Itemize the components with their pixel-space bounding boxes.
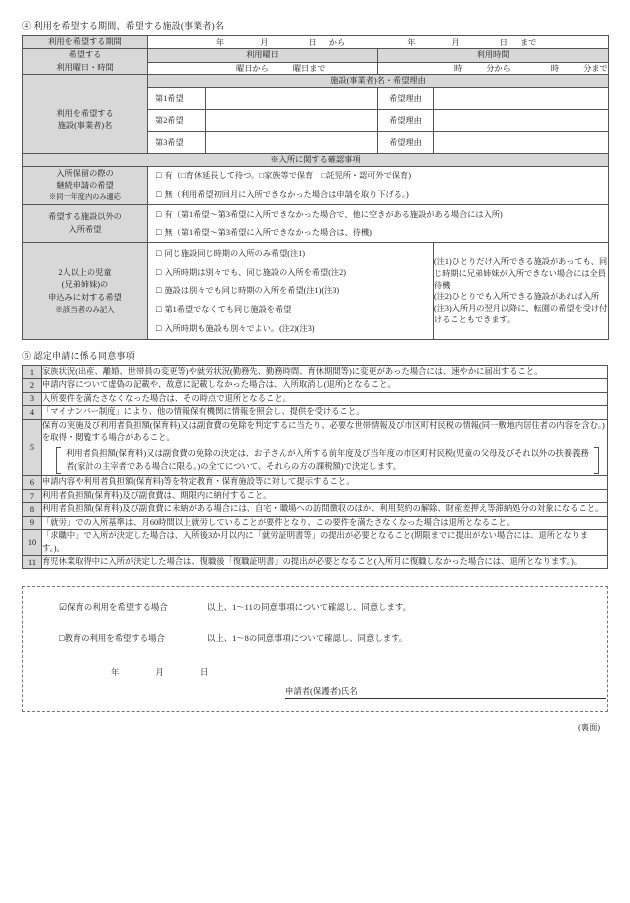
facility-label-line1: 利用を希望する: [56, 108, 114, 118]
agreement-text-7: 利用者負担額(保育料)及び副食費は、期限内に納付すること。: [42, 489, 608, 502]
table-row: [23, 379, 608, 392]
signature-name-label: 申請者(保護者)氏名: [285, 685, 358, 699]
section-4: [0, 0, 630, 340]
table-row: [23, 503, 608, 516]
period-label: 利用を希望する期間: [23, 36, 148, 49]
signature-area: [23, 666, 607, 699]
facility-choice-3: 第3希望: [148, 131, 206, 153]
section-4-heading: ④ 利用を希望する期間、希望する施設(事業者)名: [22, 21, 225, 31]
signature-date-line[interactable]: [111, 666, 607, 678]
siblings-label-line3: 申込みに対する希望: [48, 292, 122, 302]
siblings-options-cell: [148, 243, 434, 339]
siblings-option-2[interactable]: [148, 263, 433, 282]
siblings-label: [23, 243, 148, 339]
siblings-option-4-label: 第1希望でなくても同じ施設を希望: [164, 305, 292, 315]
confirm-banner-row: [23, 153, 609, 166]
facility-label-line2: 施設(事業者)名: [57, 121, 113, 131]
agreement-no-11: 11: [23, 555, 42, 568]
section-5-heading: ⑤ 認定申請に係る同意事項: [22, 350, 135, 361]
section-4-table: [22, 35, 609, 340]
agreement-no-2: 2: [23, 379, 42, 392]
facility-label-top: [23, 74, 148, 87]
agreement-no-10: 10: [23, 530, 42, 556]
other-option-2-label: 無（第1希望〜第3希望に入所できなかった場合は、待機): [164, 228, 372, 238]
period-from-day: 日: [308, 37, 317, 47]
agreement-text-4: 「マイナンバー制度」により、他の情報保有機関に情報を照会し、提供を受けること。: [42, 406, 608, 419]
hold-label-line1: 入所保留の際の: [56, 168, 114, 178]
agreement-no-1: 1: [23, 365, 42, 378]
agreement-text-6: 申請内容や利用者負担額(保育料)等を特定教育・保育施設等に対して提示すること。: [42, 476, 608, 489]
period-from-year: 年: [216, 37, 225, 47]
hold-label-line2: 継続申請の希望: [56, 180, 114, 190]
day-value-cell[interactable]: [148, 62, 378, 74]
other-label-line1: 希望する施設以外の: [48, 212, 122, 222]
consent-row-childcare[interactable]: [23, 601, 607, 613]
facility-name-input-3[interactable]: [206, 131, 378, 153]
table-row: [23, 419, 608, 476]
facility-header-row: [23, 74, 609, 87]
consent-label-education: 教育の利用を希望する場合: [64, 634, 165, 644]
period-from-month: 月: [260, 37, 269, 47]
daytime-label-line2: 利用曜日・時間: [56, 62, 114, 72]
period-to-year: 年: [407, 37, 416, 47]
agreement-no-9: 9: [23, 516, 42, 529]
agreement-text-8: 利用者負担額(保育料)及び副食費に未納がある場合には、自宅・職場への訪問徴収のほか、利用契約の解除、財産差押え等滞納処分の対象になること。: [42, 503, 608, 516]
table-row: [23, 392, 608, 405]
facility-header: 施設(事業者)名・希望理由: [148, 74, 609, 87]
hold-option-1-label: 有（□育休延長して待つ。□家族等で保育 □託児所・認可外で保育): [164, 171, 411, 181]
consent-label-childcare: 保育の利用を希望する場合: [67, 603, 168, 613]
table-row: [23, 516, 608, 529]
checkbox-icon: □: [156, 227, 162, 238]
agreement-table: [22, 365, 608, 570]
consent-box: [22, 586, 608, 712]
table-row: [23, 476, 608, 489]
checkbox-icon[interactable]: □: [59, 633, 65, 644]
day-to: 曜日まで: [292, 63, 326, 73]
other-option-1-label: 有（第1希望〜第3希望に入所できなかった場合で、他に空きがある施設がある場合には入所): [164, 209, 503, 219]
siblings-option-4[interactable]: [148, 300, 433, 319]
agreement-no-6: 6: [23, 476, 42, 489]
time-to-min: 分まで: [583, 63, 608, 73]
siblings-option-1-label: 同じ施設同じ時期の入所のみ希望(注1): [164, 249, 305, 259]
hold-label-line3: ※同一年度内のみ適応: [49, 193, 121, 202]
agreement-no-8: 8: [23, 503, 42, 516]
checkbox-icon: □: [156, 248, 162, 259]
hold-options-cell: [148, 166, 609, 204]
facility-reason-input-1[interactable]: [434, 87, 609, 109]
signature-name-line[interactable]: [285, 685, 607, 699]
table-row: [23, 555, 608, 568]
time-from-hour: 時: [454, 63, 463, 73]
agreement-text-1: 家族状況(出産、離婚、世帯員の変更等)や就労状況(勤務先、勤務時間、育休期間等)に変更があった場合には、速やかに届出すること。: [42, 365, 608, 378]
siblings-option-5[interactable]: [148, 319, 433, 338]
facility-choice-2: 第2希望: [148, 109, 206, 131]
agreement-text-10: 「求職中」で入所が決定した場合は、入所後3か月以内に「就労証明書等」の提出が必要となること(期限までに提出がない場合には、退所となります。)。: [42, 530, 608, 556]
agreement-text-3: 入所要件を満たさなくなった場合は、その時点で退所となること。: [42, 392, 608, 405]
hold-option-2-label: 無（利用希望初回月に入所できなかった場合は申請を取り下げる。): [164, 189, 409, 199]
period-to-suffix: まで: [519, 37, 537, 47]
other-row: [23, 205, 609, 243]
period-from-suffix: から: [328, 37, 346, 47]
signature-year: 年: [111, 668, 120, 678]
facility-reason-input-3[interactable]: [434, 131, 609, 153]
siblings-option-5-label: 入所時期も施設も別々でよい。(注2)(注3): [164, 323, 315, 333]
period-to-month: 月: [451, 37, 460, 47]
checkbox-checked-icon[interactable]: ☑: [59, 602, 68, 613]
checkbox-icon: □: [156, 170, 162, 181]
time-to-hour: 時: [550, 63, 560, 73]
other-label-line2: 入所希望: [68, 224, 102, 234]
siblings-option-2-label: 入所時期は別々でも、同じ施設の入所を希望(注2): [164, 267, 346, 277]
period-to-day: 日: [499, 37, 508, 47]
agreement-no-4: 4: [23, 406, 42, 419]
facility-reason-label-3: 希望理由: [378, 131, 434, 153]
hold-option-2[interactable]: [148, 185, 608, 204]
siblings-label-line1: 2人以上の児童: [58, 268, 112, 278]
daytime-header-row: [23, 49, 609, 62]
table-row: [23, 365, 608, 378]
siblings-option-3[interactable]: [148, 282, 433, 301]
checkbox-icon: □: [156, 188, 162, 199]
siblings-note-1: (注1)ひとりだけ入所できる施設があっても、同じ時期に兄弟姉妹が入所できない場合には全員待機: [434, 257, 608, 290]
siblings-note-3: (注3)入所月の翌月以降に、転園の希望を受け付けることもできます。: [434, 303, 608, 325]
consent-statement-childcare: 以上、1〜11の同意事項について確認し、同意します。: [207, 603, 412, 613]
agreement-text-5-bracket: 利用者負担額(保育料)又は副食費の免除の決定は、お子さんが入所する前年度及び当年度の市区町村民税(児童の父母及びそれ以外の扶養義務者(家計の主宰者である場合に限る。)の全てについて、それらの方の課税額)で決定します。: [56, 447, 599, 474]
facility-reason-label-2: 希望理由: [378, 109, 434, 131]
day-from: 曜日から: [236, 63, 269, 73]
signature-month: 月: [155, 668, 164, 678]
time-header: 利用時間: [378, 49, 609, 62]
checkbox-icon: □: [156, 266, 162, 277]
agreement-no-7: 7: [23, 489, 42, 502]
other-label: [23, 205, 148, 243]
siblings-option-1[interactable]: [148, 244, 433, 263]
table-row: [23, 530, 608, 556]
other-option-1[interactable]: [148, 205, 608, 224]
table-row: [23, 406, 608, 419]
facility-label: [23, 87, 148, 153]
day-header: 利用曜日: [148, 49, 378, 62]
facility-name-input-1[interactable]: [206, 87, 378, 109]
consent-checkbox-education-group[interactable]: [59, 632, 207, 644]
time-value-cell[interactable]: [378, 62, 609, 74]
hold-row: [23, 166, 609, 204]
siblings-notes-cell: [434, 243, 609, 339]
period-row: [23, 36, 609, 49]
siblings-option-3-label: 施設は別々でも同じ時期の入所を希望(注1)(注3): [164, 286, 340, 296]
agreement-text-5: 保育の実施及び利用者負担額(保育料)又は副食費の免除を判定するに当たり、必要な世帯情報及び市区町村民税の情報(同一敷地内居住者の内容を含む。)を取得・閲覧する場合があること。: [42, 420, 605, 443]
checkbox-icon: □: [156, 208, 162, 219]
agreement-no-3: 3: [23, 392, 42, 405]
hold-option-1[interactable]: [148, 167, 608, 186]
period-value-cell[interactable]: [148, 36, 609, 49]
daytime-label-line1: 希望する: [68, 50, 102, 60]
time-from-min: 分から: [486, 63, 511, 73]
section-5: [0, 340, 630, 570]
agreement-no-5: 5: [23, 419, 42, 476]
page-side-note: (裏面): [578, 723, 600, 733]
table-row: [23, 489, 608, 502]
agreement-text-9: 「就労」での入所基準は、月60時間以上就労していることが要件となり、この要件を満たさなくなった場合は退所となること。: [42, 516, 608, 529]
facility-name-input-2[interactable]: [206, 109, 378, 131]
facility-row-1: [23, 87, 609, 109]
consent-row-education[interactable]: [23, 632, 607, 644]
consent-statement-education: 以上、1〜8の同意事項について確認し、同意します。: [207, 634, 408, 644]
siblings-label-line4: ※該当者のみ記入: [55, 305, 115, 315]
daytime-label: [23, 49, 148, 75]
facility-reason-input-2[interactable]: [434, 109, 609, 131]
facility-choice-1: 第1希望: [148, 87, 206, 109]
agreement-text-2: 申請内容について虚偽の記載や、故意に記載しなかった場合は、入所取消し(退所)となること。: [42, 379, 608, 392]
checkbox-icon: □: [156, 285, 162, 296]
signature-day: 日: [199, 668, 209, 678]
siblings-label-line2: (兄弟姉妹)の: [61, 280, 109, 290]
checkbox-icon: □: [156, 304, 162, 315]
other-options-cell: [148, 205, 609, 243]
checkbox-icon: □: [156, 322, 162, 333]
siblings-note-2: (注2)ひとりでも入所できる施設があれば入所: [434, 292, 600, 302]
other-option-2[interactable]: [148, 224, 608, 243]
hold-label: [23, 166, 148, 204]
agreement-text-5-cell: [42, 419, 608, 476]
facility-reason-label-1: 希望理由: [378, 87, 434, 109]
siblings-row: [23, 243, 609, 339]
agreement-text-11: 育児休業取得中に入所が決定した場合は、復職後「復職証明書」の提出が必要となること(入所月に復職しなかった場合には、退所となります。)。: [42, 555, 608, 568]
confirm-header: ※入所に関する確認事項: [23, 153, 609, 166]
signature-name-input[interactable]: [358, 687, 606, 699]
consent-checkbox-childcare-group[interactable]: [59, 601, 207, 613]
